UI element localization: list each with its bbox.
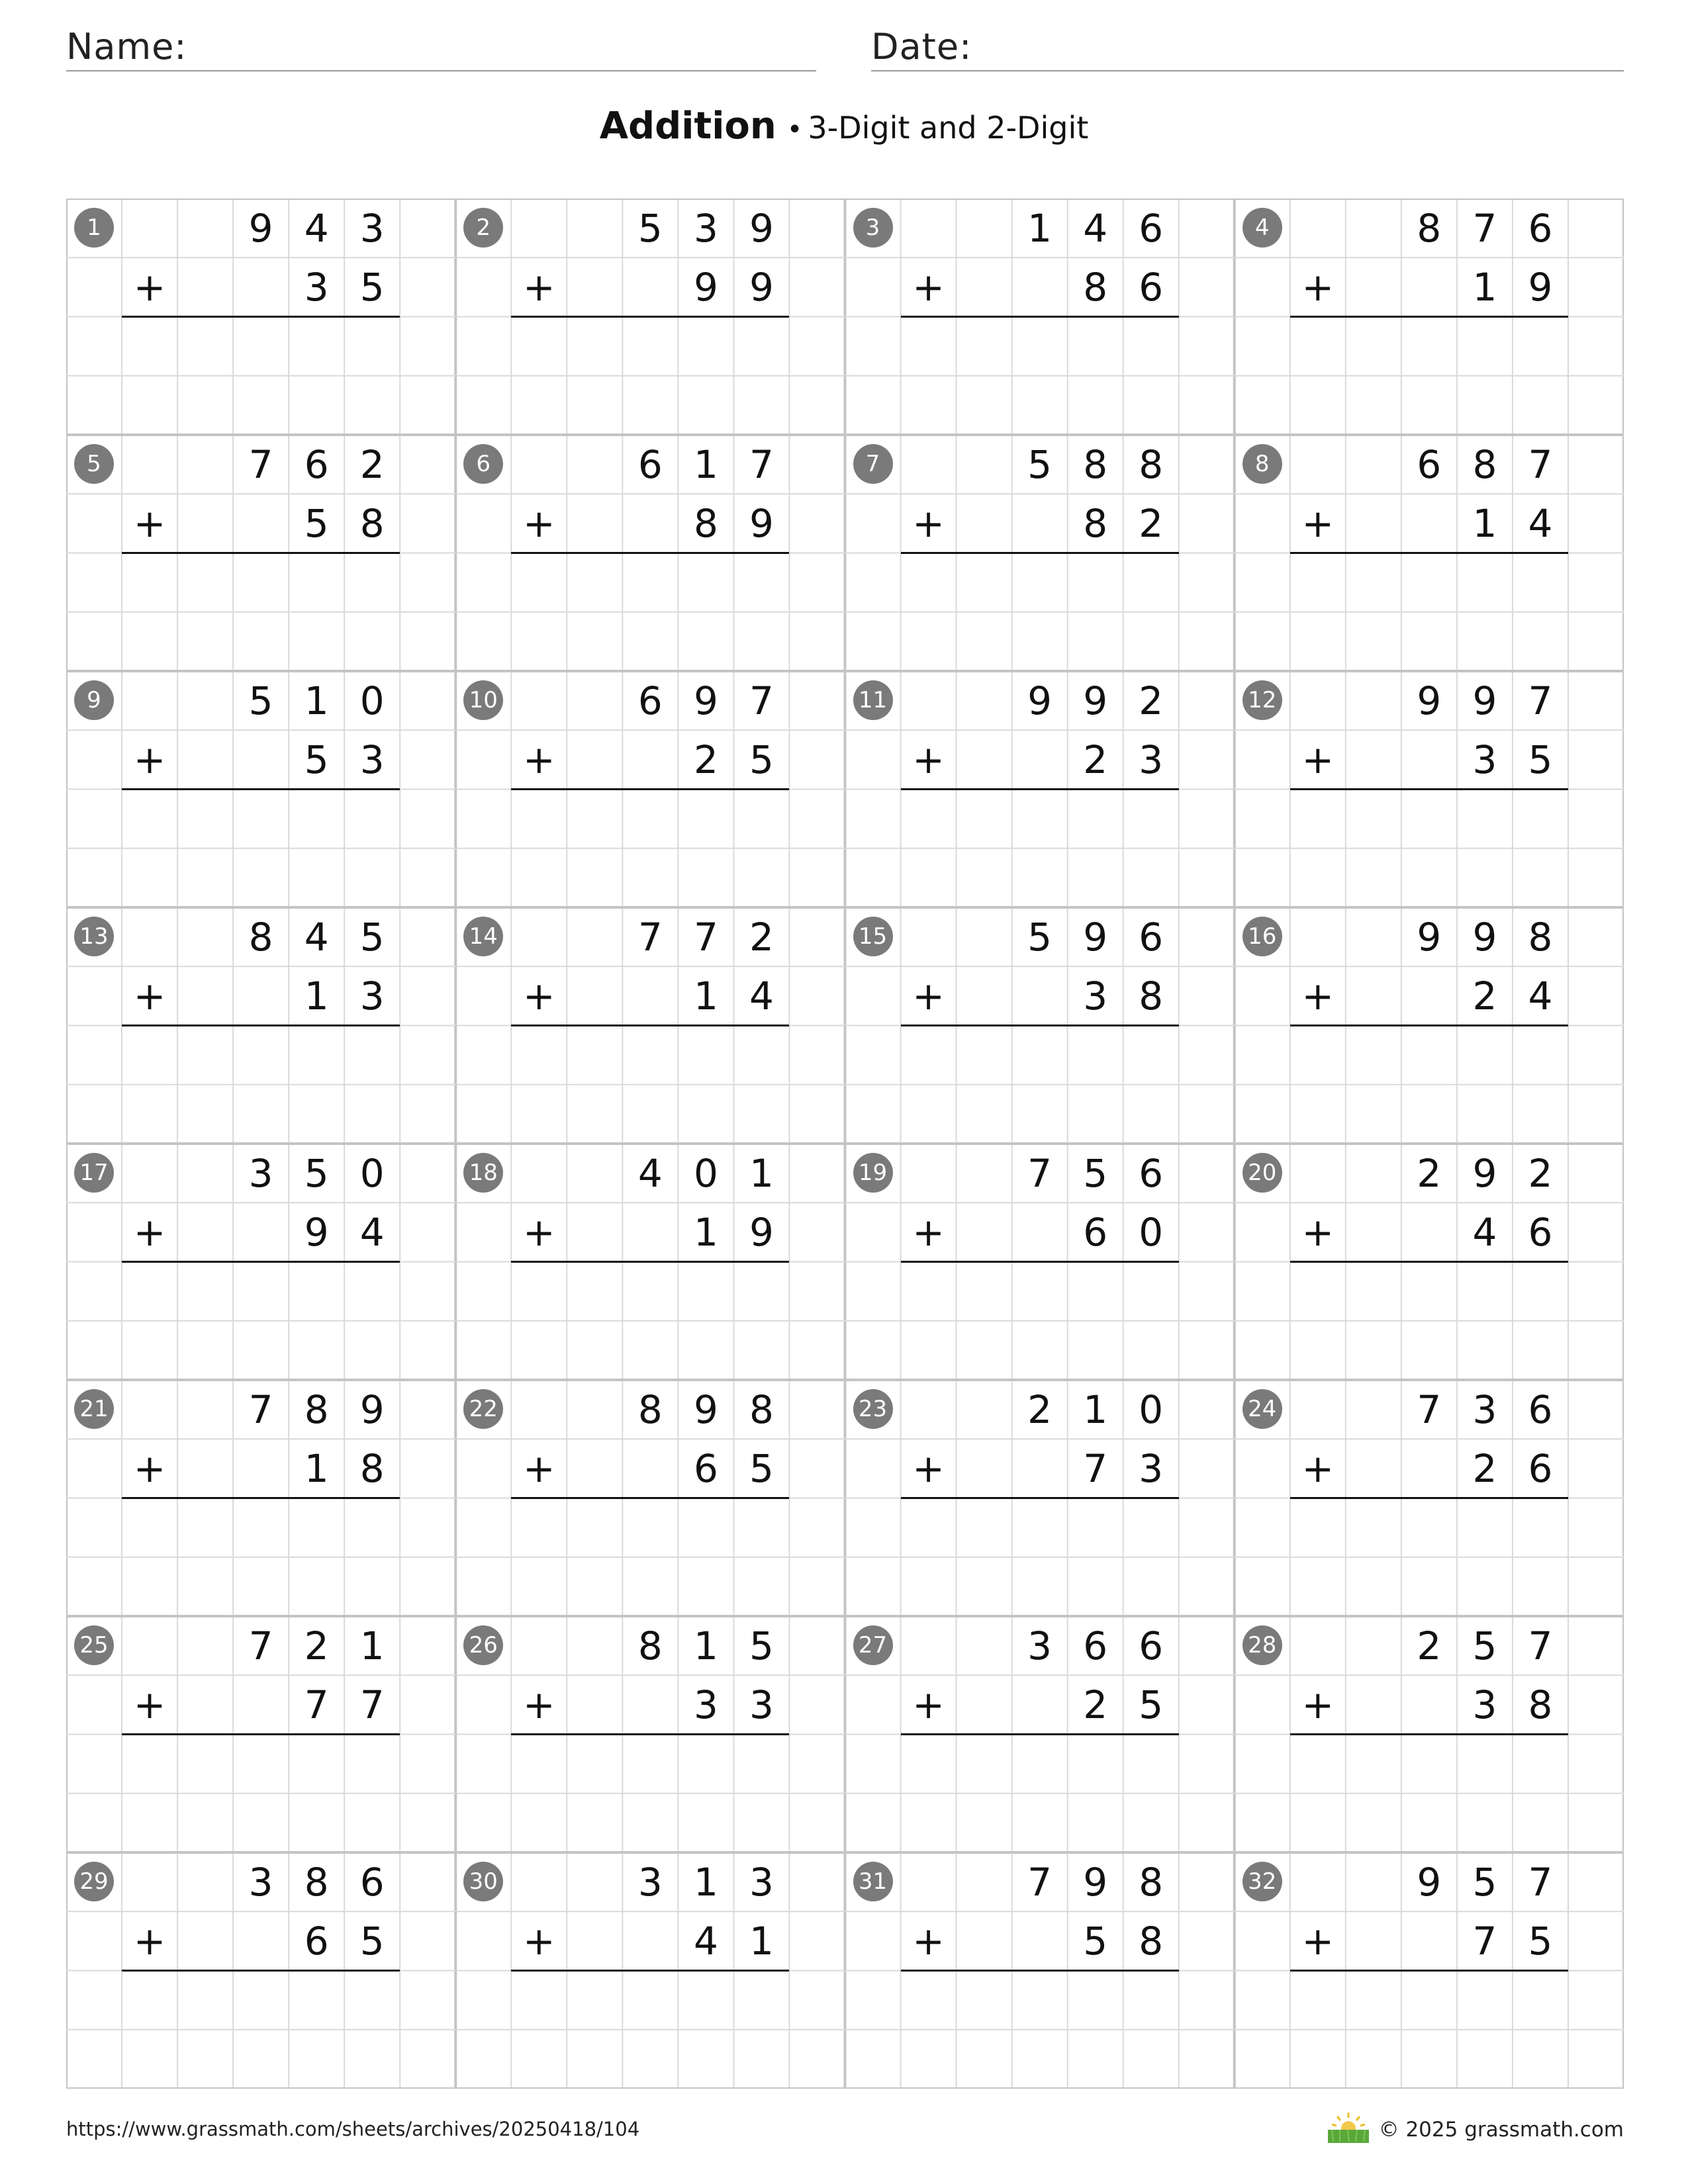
- plus-sign: +: [912, 1918, 945, 1964]
- top-digit: 9: [1083, 1859, 1108, 1905]
- problem-number-badge: 12: [1243, 680, 1282, 720]
- plus-sign: +: [912, 973, 945, 1019]
- bottom-digit: 8: [359, 1445, 385, 1491]
- grass-sun-logo-icon: [1325, 2110, 1372, 2144]
- top-digit: 9: [1417, 914, 1442, 960]
- date-label: Date:: [871, 26, 972, 68]
- top-digit: 8: [1528, 914, 1553, 960]
- top-digit: 8: [1139, 441, 1164, 487]
- top-digit: 9: [749, 205, 774, 251]
- answer-rule: [122, 1733, 400, 1735]
- top-digit: 8: [1083, 441, 1108, 487]
- problem-number-badge: 20: [1243, 1153, 1282, 1193]
- top-digit: 7: [248, 441, 273, 487]
- answer-rule: [122, 316, 400, 318]
- top-digit: 3: [1472, 1387, 1497, 1432]
- plus-sign: +: [912, 1209, 945, 1255]
- bottom-digit: 7: [1083, 1445, 1108, 1491]
- top-digit: 7: [749, 441, 774, 487]
- top-digit: 9: [248, 205, 273, 251]
- bottom-digit: 2: [1083, 1682, 1108, 1727]
- problem-number-badge: 13: [74, 917, 114, 956]
- plus-sign: +: [1301, 1918, 1335, 1964]
- plus-sign: +: [522, 264, 555, 310]
- bottom-digit: 2: [1472, 1445, 1497, 1491]
- top-digit: 8: [1472, 441, 1497, 487]
- worksheet-title: [0, 105, 1688, 148]
- plus-sign: +: [912, 1682, 945, 1727]
- bottom-digit: 2: [1139, 500, 1164, 546]
- top-digit: 3: [359, 205, 385, 251]
- answer-rule: [901, 1497, 1179, 1499]
- top-digit: 5: [749, 1623, 774, 1668]
- top-digit: 4: [304, 205, 329, 251]
- top-digit: 5: [359, 914, 385, 960]
- bottom-digit: 3: [304, 264, 329, 310]
- top-digit: 6: [637, 678, 663, 723]
- answer-rule: [901, 552, 1179, 554]
- problem-number-badge: 4: [1243, 208, 1282, 248]
- top-digit: 9: [1083, 914, 1108, 960]
- answer-rule: [1290, 1733, 1568, 1735]
- bottom-digit: 4: [1528, 973, 1553, 1019]
- bottom-digit: 7: [304, 1682, 329, 1727]
- top-digit: 2: [749, 914, 774, 960]
- problem-number-badge: 11: [853, 680, 893, 720]
- top-digit: 5: [1027, 914, 1053, 960]
- bottom-digit: 5: [1528, 737, 1553, 782]
- top-digit: 8: [304, 1387, 329, 1432]
- plus-sign: +: [133, 1682, 166, 1727]
- bottom-digit: 7: [1472, 1918, 1497, 1964]
- bottom-digit: 3: [749, 1682, 774, 1727]
- title-bullet: •: [786, 114, 803, 145]
- problem-number-badge: 18: [463, 1153, 503, 1193]
- answer-rule: [901, 1024, 1179, 1026]
- answer-rule: [1290, 1024, 1568, 1026]
- top-digit: 7: [1528, 678, 1553, 723]
- plus-sign: +: [1301, 264, 1335, 310]
- plus-sign: +: [522, 500, 555, 546]
- top-digit: 7: [749, 678, 774, 723]
- bottom-digit: 7: [359, 1682, 385, 1727]
- plus-sign: +: [1301, 1209, 1335, 1255]
- top-digit: 8: [637, 1623, 663, 1668]
- answer-rule: [122, 788, 400, 790]
- plus-sign: +: [912, 264, 945, 310]
- name-label: Name:: [66, 26, 187, 68]
- top-digit: 5: [1083, 1150, 1108, 1196]
- bottom-digit: 3: [1139, 737, 1164, 782]
- top-digit: 0: [693, 1150, 718, 1196]
- bottom-digit: 2: [1083, 737, 1108, 782]
- top-digit: 6: [359, 1859, 385, 1905]
- top-digit: 1: [693, 1859, 718, 1905]
- top-digit: 8: [749, 1387, 774, 1432]
- problem-number-badge: 24: [1243, 1389, 1282, 1429]
- problem-number-badge: 17: [74, 1153, 114, 1193]
- bottom-digit: 1: [304, 1445, 329, 1491]
- top-digit: 2: [1027, 1387, 1053, 1432]
- bottom-digit: 5: [1528, 1918, 1553, 1964]
- problem-number-badge: 15: [853, 917, 893, 956]
- problem-number-badge: 28: [1243, 1625, 1282, 1665]
- top-digit: 7: [1528, 441, 1553, 487]
- top-digit: 8: [248, 914, 273, 960]
- plus-sign: +: [912, 500, 945, 546]
- title-main: Addition: [599, 105, 776, 148]
- top-digit: 0: [359, 1150, 385, 1196]
- answer-rule: [1290, 788, 1568, 790]
- top-digit: 1: [1083, 1387, 1108, 1432]
- bottom-digit: 1: [1472, 264, 1497, 310]
- bottom-digit: 0: [1139, 1209, 1164, 1255]
- bottom-digit: 4: [1472, 1209, 1497, 1255]
- bottom-digit: 5: [359, 1918, 385, 1964]
- problem-number-badge: 26: [463, 1625, 503, 1665]
- top-digit: 5: [637, 205, 663, 251]
- top-digit: 3: [248, 1150, 273, 1196]
- answer-rule: [122, 1261, 400, 1263]
- answer-rule: [1290, 1970, 1568, 1972]
- bottom-digit: 3: [1472, 737, 1497, 782]
- top-digit: 1: [359, 1623, 385, 1668]
- top-digit: 6: [304, 441, 329, 487]
- problem-number-badge: 3: [853, 208, 893, 248]
- bottom-digit: 5: [1083, 1918, 1108, 1964]
- plus-sign: +: [1301, 1445, 1335, 1491]
- top-digit: 9: [1472, 1150, 1497, 1196]
- plus-sign: +: [133, 1918, 166, 1964]
- answer-rule: [1290, 316, 1568, 318]
- bottom-digit: 8: [1139, 973, 1164, 1019]
- bottom-digit: 6: [1528, 1209, 1553, 1255]
- plus-sign: +: [1301, 500, 1335, 546]
- problem-number-badge: 27: [853, 1625, 893, 1665]
- bottom-digit: 5: [749, 737, 774, 782]
- top-digit: 7: [1417, 1387, 1442, 1432]
- bottom-digit: 9: [693, 264, 718, 310]
- bottom-digit: 8: [359, 500, 385, 546]
- problem-number-badge: 7: [853, 444, 893, 484]
- answer-rule: [901, 1970, 1179, 1972]
- top-digit: 2: [304, 1623, 329, 1668]
- plus-sign: +: [522, 1209, 555, 1255]
- plus-sign: +: [133, 1209, 166, 1255]
- bottom-digit: 2: [1472, 973, 1497, 1019]
- plus-sign: +: [912, 1445, 945, 1491]
- bottom-digit: 1: [304, 973, 329, 1019]
- top-digit: 5: [1472, 1623, 1497, 1668]
- top-digit: 0: [1139, 1387, 1164, 1432]
- top-digit: 6: [1083, 1623, 1108, 1668]
- plus-sign: +: [522, 1682, 555, 1727]
- problem-number-badge: 23: [853, 1389, 893, 1429]
- top-digit: 9: [359, 1387, 385, 1432]
- bottom-digit: 8: [1528, 1682, 1553, 1727]
- top-digit: 8: [304, 1859, 329, 1905]
- plus-sign: +: [133, 973, 166, 1019]
- problem-number-badge: 14: [463, 917, 503, 956]
- top-digit: 6: [1139, 1150, 1164, 1196]
- problem-number-badge: 31: [853, 1862, 893, 1901]
- answer-rule: [901, 316, 1179, 318]
- bottom-digit: 6: [1139, 264, 1164, 310]
- plus-sign: +: [133, 737, 166, 782]
- answer-rule: [1290, 1261, 1568, 1263]
- bottom-digit: 8: [1083, 500, 1108, 546]
- answer-rule: [901, 788, 1179, 790]
- top-digit: 7: [1528, 1623, 1553, 1668]
- bottom-digit: 3: [1472, 1682, 1497, 1727]
- top-digit: 2: [359, 441, 385, 487]
- answer-rule: [511, 1261, 789, 1263]
- answer-rule: [122, 1497, 400, 1499]
- top-digit: 6: [1528, 1387, 1553, 1432]
- plus-sign: +: [1301, 973, 1335, 1019]
- bottom-digit: 9: [1528, 264, 1553, 310]
- bottom-digit: 3: [693, 1682, 718, 1727]
- top-digit: 7: [1472, 205, 1497, 251]
- bottom-digit: 9: [304, 1209, 329, 1255]
- answer-rule: [901, 1733, 1179, 1735]
- top-digit: 6: [1139, 914, 1164, 960]
- top-digit: 3: [749, 1859, 774, 1905]
- plus-sign: +: [133, 500, 166, 546]
- bottom-digit: 4: [749, 973, 774, 1019]
- top-digit: 3: [693, 205, 718, 251]
- problem-number-badge: 6: [463, 444, 503, 484]
- bottom-digit: 1: [1472, 500, 1497, 546]
- bottom-digit: 4: [1528, 500, 1553, 546]
- problem-number-badge: 32: [1243, 1862, 1282, 1901]
- top-digit: 6: [1139, 1623, 1164, 1668]
- top-digit: 5: [304, 1150, 329, 1196]
- bottom-digit: 6: [1528, 1445, 1553, 1491]
- top-digit: 5: [1027, 441, 1053, 487]
- top-digit: 6: [637, 441, 663, 487]
- top-digit: 9: [1083, 678, 1108, 723]
- top-digit: 7: [248, 1387, 273, 1432]
- plus-sign: +: [522, 1918, 555, 1964]
- top-digit: 6: [1417, 441, 1442, 487]
- bottom-digit: 9: [749, 1209, 774, 1255]
- top-digit: 3: [248, 1859, 273, 1905]
- bottom-digit: 5: [1139, 1682, 1164, 1727]
- top-digit: 9: [693, 678, 718, 723]
- top-digit: 7: [248, 1623, 273, 1668]
- name-field[interactable]: [66, 24, 816, 71]
- bottom-digit: 5: [304, 737, 329, 782]
- top-digit: 3: [1027, 1623, 1053, 1668]
- answer-rule: [511, 1970, 789, 1972]
- problem-number-badge: 10: [463, 680, 503, 720]
- top-digit: 9: [1027, 678, 1053, 723]
- top-digit: 7: [1027, 1859, 1053, 1905]
- bottom-digit: 4: [359, 1209, 385, 1255]
- top-digit: 9: [1417, 678, 1442, 723]
- top-digit: 6: [1528, 205, 1553, 251]
- answer-rule: [511, 1024, 789, 1026]
- top-digit: 3: [637, 1859, 663, 1905]
- top-digit: 4: [637, 1150, 663, 1196]
- top-digit: 1: [749, 1150, 774, 1196]
- bottom-digit: 3: [359, 737, 385, 782]
- problem-number-badge: 22: [463, 1389, 503, 1429]
- problem-number-badge: 30: [463, 1862, 503, 1901]
- bottom-digit: 1: [693, 973, 718, 1019]
- bottom-digit: 4: [693, 1918, 718, 1964]
- bottom-digit: 8: [693, 500, 718, 546]
- bottom-digit: 1: [749, 1918, 774, 1964]
- bottom-digit: 2: [693, 737, 718, 782]
- top-digit: 7: [637, 914, 663, 960]
- top-digit: 9: [1417, 1859, 1442, 1905]
- title-subtitle: 3-Digit and 2-Digit: [808, 110, 1089, 146]
- bottom-digit: 5: [304, 500, 329, 546]
- plus-sign: +: [522, 737, 555, 782]
- bottom-digit: 3: [1139, 1445, 1164, 1491]
- problem-grid: [66, 199, 1624, 2089]
- problem-number-badge: 21: [74, 1389, 114, 1429]
- top-digit: 2: [1528, 1150, 1553, 1196]
- top-digit: 6: [1139, 205, 1164, 251]
- footer-copyright: © 2025 grassmath.com: [1378, 2118, 1624, 2142]
- top-digit: 8: [637, 1387, 663, 1432]
- top-digit: 1: [693, 441, 718, 487]
- plus-sign: +: [522, 973, 555, 1019]
- problem-number-badge: 25: [74, 1625, 114, 1665]
- top-digit: 4: [1083, 205, 1108, 251]
- top-digit: 2: [1139, 678, 1164, 723]
- problem-number-badge: 16: [1243, 917, 1282, 956]
- answer-rule: [1290, 552, 1568, 554]
- top-digit: 1: [693, 1623, 718, 1668]
- plus-sign: +: [522, 1445, 555, 1491]
- answer-rule: [122, 1024, 400, 1026]
- problem-number-badge: 9: [74, 680, 114, 720]
- bottom-digit: 6: [1083, 1209, 1108, 1255]
- bottom-digit: 5: [749, 1445, 774, 1491]
- plus-sign: +: [1301, 1682, 1335, 1727]
- bottom-digit: 3: [1083, 973, 1108, 1019]
- bottom-digit: 8: [1083, 264, 1108, 310]
- top-digit: 7: [1528, 1859, 1553, 1905]
- top-digit: 1: [1027, 205, 1053, 251]
- plus-sign: +: [133, 1445, 166, 1491]
- answer-rule: [511, 552, 789, 554]
- problem-number-badge: 5: [74, 444, 114, 484]
- top-digit: 9: [1472, 678, 1497, 723]
- top-digit: 8: [1139, 1859, 1164, 1905]
- top-digit: 2: [1417, 1623, 1442, 1668]
- answer-rule: [511, 788, 789, 790]
- top-digit: 0: [359, 678, 385, 723]
- bottom-digit: 6: [304, 1918, 329, 1964]
- problem-number-badge: 29: [74, 1862, 114, 1901]
- answer-rule: [511, 1733, 789, 1735]
- problem-number-badge: 8: [1243, 444, 1282, 484]
- plus-sign: +: [133, 264, 166, 310]
- footer-url: https://www.grassmath.com/sheets/archives/20250418/104: [66, 2118, 640, 2140]
- top-digit: 8: [1417, 205, 1442, 251]
- top-digit: 5: [248, 678, 273, 723]
- answer-rule: [511, 316, 789, 318]
- bottom-digit: 9: [749, 264, 774, 310]
- top-digit: 9: [693, 1387, 718, 1432]
- top-digit: 9: [1472, 914, 1497, 960]
- answer-rule: [901, 1261, 1179, 1263]
- top-digit: 7: [693, 914, 718, 960]
- problem-number-badge: 19: [853, 1153, 893, 1193]
- answer-rule: [1290, 1497, 1568, 1499]
- top-digit: 2: [1417, 1150, 1442, 1196]
- bottom-digit: 5: [359, 264, 385, 310]
- top-digit: 4: [304, 914, 329, 960]
- bottom-digit: 1: [693, 1209, 718, 1255]
- plus-sign: +: [1301, 737, 1335, 782]
- problem-number-badge: 2: [463, 208, 503, 248]
- top-digit: 1: [304, 678, 329, 723]
- top-digit: 5: [1472, 1859, 1497, 1905]
- answer-rule: [122, 1970, 400, 1972]
- bottom-digit: 9: [749, 500, 774, 546]
- bottom-digit: 8: [1139, 1918, 1164, 1964]
- date-field[interactable]: [871, 24, 1624, 71]
- answer-rule: [122, 552, 400, 554]
- problem-number-badge: 1: [74, 208, 114, 248]
- plus-sign: +: [912, 737, 945, 782]
- top-digit: 7: [1027, 1150, 1053, 1196]
- bottom-digit: 6: [693, 1445, 718, 1491]
- answer-rule: [511, 1497, 789, 1499]
- bottom-digit: 3: [359, 973, 385, 1019]
